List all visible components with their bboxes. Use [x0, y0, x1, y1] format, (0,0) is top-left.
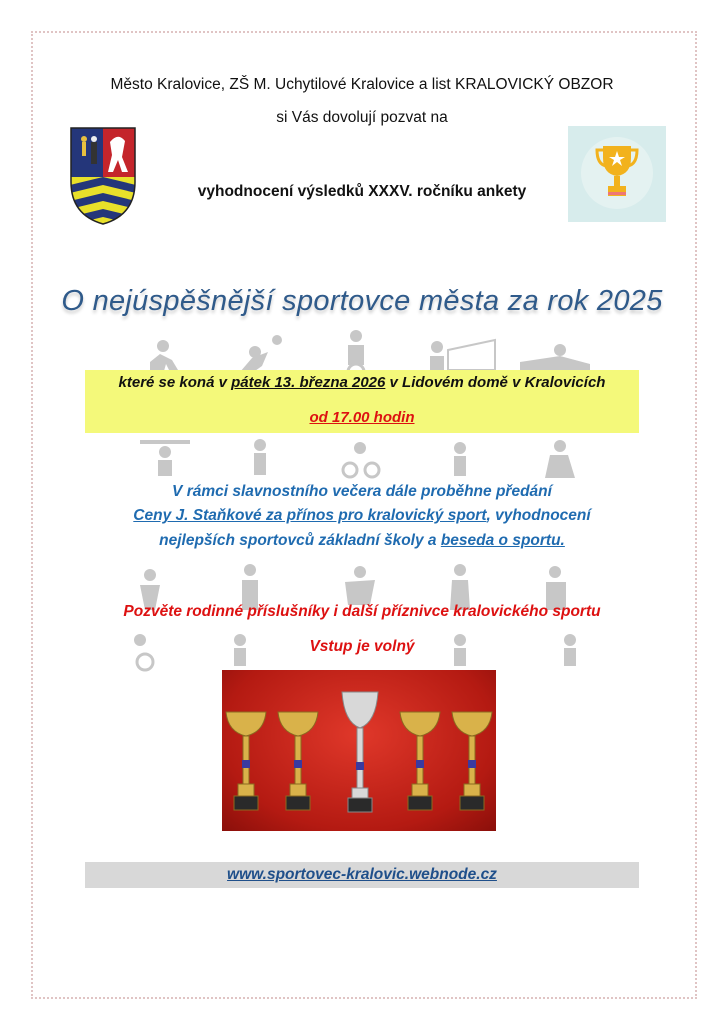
program-line-2: [0, 507, 724, 525]
invitation-line: si Vás dovolují pozvat na: [276, 109, 448, 126]
basketball-icon: [454, 442, 466, 476]
judo-icon: [345, 566, 375, 605]
organizers-line: Město Kralovice, ZŠ M. Uchytilové Kralovice a list KRALOVICKÝ OBZOR: [110, 76, 614, 93]
event-venue: v Lidovém domě v Kralovicích: [385, 374, 606, 391]
weightlifter-icon: [140, 440, 190, 476]
program-line-3: [0, 532, 724, 550]
program-line-3-pre: nejlepších sportovců základní školy a: [159, 532, 441, 549]
event-pre: které se koná v: [118, 374, 232, 391]
program-line-2-post: , vyhodnocení: [486, 507, 591, 524]
website-link[interactable]: www.sportovec-kralovic.webnode.cz: [227, 866, 497, 883]
event-date: pátek 13. března 2026: [231, 374, 386, 391]
swimmer-icon: [520, 344, 590, 372]
debate-name: beseda o sportu.: [440, 532, 565, 549]
cyclist-icon: [343, 442, 379, 477]
program-line-1: V rámci slavnostního večera dále proběhne předání: [172, 483, 552, 500]
athlete-icon: [254, 439, 266, 475]
invite-line: Pozvěte rodinné příslušníky i další příznivce kralovického sportu: [123, 603, 601, 620]
trophies-photo: [222, 670, 496, 831]
cup-3: [342, 692, 378, 812]
award-name: Ceny J. Staňkové za přínos pro kralovický sport: [133, 507, 487, 524]
event-time: od 17.00 hodin: [309, 409, 415, 426]
event-details: [0, 374, 724, 391]
trophy-cups-image: [222, 670, 496, 831]
main-title: O nejúspěšnější sportovce města za rok 2025: [61, 285, 663, 317]
free-entry: Vstup je volný: [309, 638, 415, 655]
soccer-icon: [545, 440, 575, 478]
event-subtitle: vyhodnocení výsledků XXXV. ročníku ankety: [197, 183, 527, 200]
